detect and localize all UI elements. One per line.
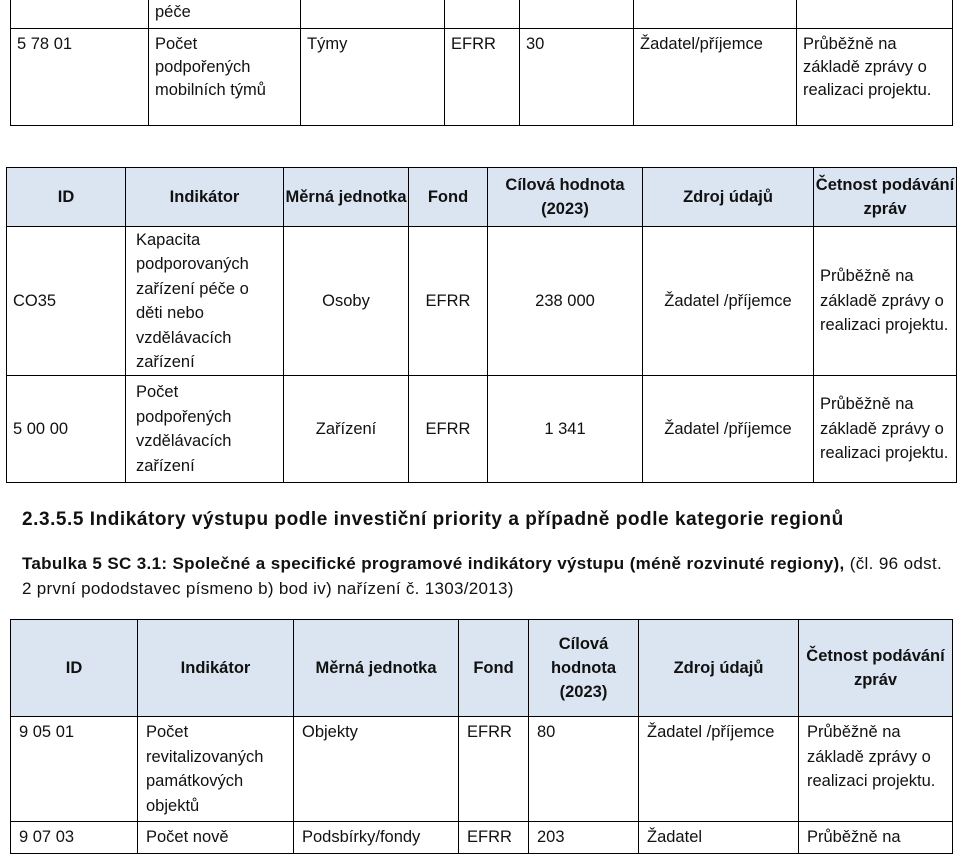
cell-fund: EFRR — [459, 717, 529, 822]
table-cell — [11, 0, 149, 29]
column-header-id: ID — [7, 168, 126, 227]
cell-unit: Podsbírky/fondy — [294, 822, 459, 854]
cell-unit: Objekty — [294, 717, 459, 822]
cell-frequency: Průběžně na základě zprávy o realizaci projektu. — [797, 29, 953, 126]
cell-id: 9 05 01 — [11, 717, 138, 822]
table-header-row — [11, 620, 953, 717]
table-cell — [634, 0, 797, 29]
column-header-fund: Fond — [459, 620, 529, 717]
cell-source: Žadatel /příjemce — [639, 717, 799, 822]
cell-target: 30 — [520, 29, 634, 126]
table-row — [11, 0, 953, 29]
section-heading: 2.3.5.5 Indikátory výstupu podle investiční priority a případně podle kategorie regionů — [22, 509, 844, 530]
column-header-unit: Měrná jednotka — [284, 168, 409, 227]
table-cell — [520, 0, 634, 29]
table-cell — [797, 0, 953, 29]
cell-frequency: Průběžně na základě zprávy o realizaci projektu. — [814, 376, 957, 483]
cell-unit: Týmy — [301, 29, 445, 126]
cell-id: 9 07 03 — [11, 822, 138, 854]
cell-target: 203 — [529, 822, 639, 854]
column-header-indicator: Indikátor — [138, 620, 294, 717]
column-header-fund: Fond — [409, 168, 488, 227]
table-row — [7, 376, 957, 483]
column-header-target: Cílová hodnota (2023) — [488, 168, 643, 227]
column-header-unit: Měrná jednotka — [294, 620, 459, 717]
table-cell — [445, 0, 520, 29]
cell-target: 238 000 — [488, 227, 643, 376]
column-header-source: Zdroj údajů — [643, 168, 814, 227]
cell-indicator: Počet revitalizovaných památkových objektů — [138, 717, 294, 822]
column-header-indicator: Indikátor — [126, 168, 284, 227]
cell-fund: EFRR — [445, 29, 520, 126]
column-header-id: ID — [11, 620, 138, 717]
column-header-frequency: Četnost podávání zpráv — [814, 168, 957, 227]
cell-target: 1 341 — [488, 376, 643, 483]
column-header-source: Zdroj údajů — [639, 620, 799, 717]
column-header-target: Cílová hodnota (2023) — [529, 620, 639, 717]
cell-fund: EFRR — [409, 227, 488, 376]
table-cell — [301, 0, 445, 29]
indicator-table-output — [10, 619, 953, 854]
cell-id: 5 78 01 — [11, 29, 149, 126]
table-row — [11, 822, 953, 854]
cell-frequency: Průběžně na základě zprávy o realizaci projektu. — [814, 227, 957, 376]
table-row — [11, 29, 953, 126]
column-header-frequency: Četnost podávání zpráv — [799, 620, 953, 717]
table-header-row — [7, 168, 957, 227]
cell-indicator: Kapacita podporovaných zařízení péče o děti nebo vzdělávacích zařízení — [126, 227, 284, 376]
table-caption-text: (čl. 96 odst. 2 první pododstavec písmeno b) bod iv) nařízení č. 1303/2013) — [22, 554, 942, 598]
table-row — [7, 227, 957, 376]
cell-frequency: Průběžně na — [799, 822, 953, 854]
cell-indicator: Počet podpořených vzdělávacích zařízení — [126, 376, 284, 483]
cell-indicator: Počet podpořených mobilních týmů — [149, 29, 301, 126]
cell-fund: EFRR — [409, 376, 488, 483]
cell-target: 80 — [529, 717, 639, 822]
indicator-table — [6, 167, 957, 483]
cell-unit: Osoby — [284, 227, 409, 376]
indicator-table-fragment — [10, 0, 953, 126]
cell-indicator: Počet nově — [138, 822, 294, 854]
table-caption-bold: Tabulka 5 SC 3.1: Společné a specifické programové indikátory výstupu (méně rozvinuté regiony), — [22, 554, 845, 573]
table-caption — [22, 551, 942, 601]
cell-source: Žadatel /příjemce — [643, 376, 814, 483]
cell-id: CO35 — [7, 227, 126, 376]
table-row — [11, 717, 953, 822]
table-cell: péče — [149, 0, 301, 29]
cell-source: Žadatel — [639, 822, 799, 854]
cell-fund: EFRR — [459, 822, 529, 854]
cell-unit: Zařízení — [284, 376, 409, 483]
cell-frequency: Průběžně na základě zprávy o realizaci projektu. — [799, 717, 953, 822]
cell-source: Žadatel/příjemce — [634, 29, 797, 126]
cell-source: Žadatel /příjemce — [643, 227, 814, 376]
cell-id: 5 00 00 — [7, 376, 126, 483]
